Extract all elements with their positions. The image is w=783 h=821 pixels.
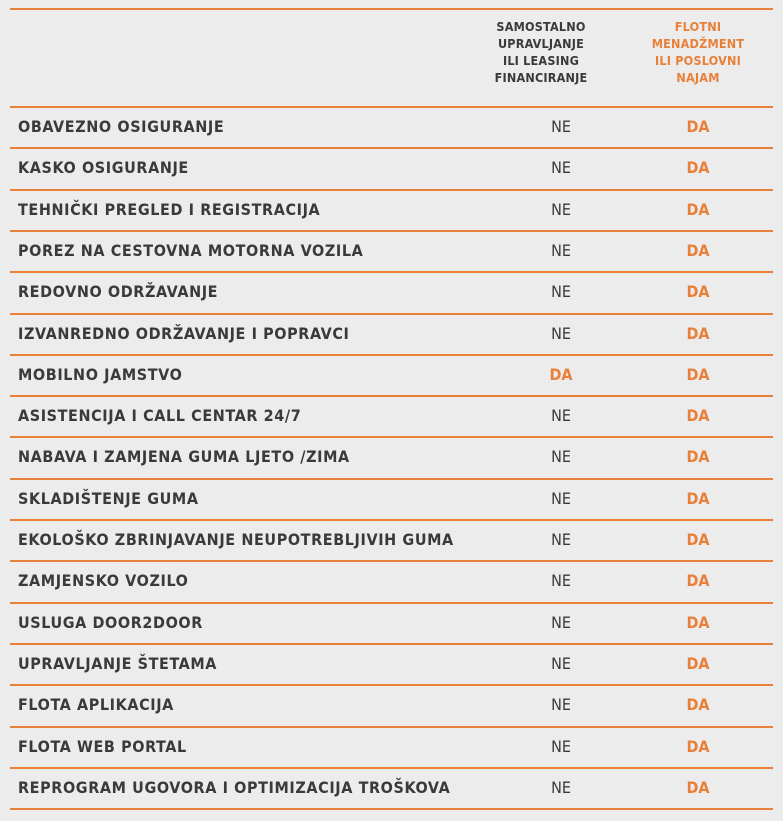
top-divider	[10, 8, 773, 10]
row-value-self-managed: NE	[551, 695, 571, 714]
row-label: EKOLOŠKO ZBRINJAVANJE NEUPOTREBLJIVIH GUMA	[18, 530, 454, 549]
header-col-self-managed: SAMOSTALNO UPRAVLJANJE ILI LEASING FINANCIRANJE	[494, 19, 588, 85]
row-label: REDOVNO ODRŽAVANJE	[18, 282, 219, 301]
row-value-self-managed: NE	[551, 406, 571, 425]
bottom-divider	[10, 808, 773, 810]
table-row	[10, 191, 773, 232]
row-value-self-managed: NE	[551, 117, 571, 136]
row-value-fleet-management: DA	[686, 489, 710, 508]
row-label: POREZ NA CESTOVNA MOTORNA VOZILA	[18, 241, 364, 260]
table-row	[10, 232, 773, 273]
row-value-self-managed: NE	[551, 530, 571, 549]
row-value-fleet-management: DA	[686, 613, 710, 632]
row-label: KASKO OSIGURANJE	[18, 158, 189, 177]
row-label: OBAVEZNO OSIGURANJE	[18, 117, 225, 136]
row-value-self-managed: NE	[551, 158, 571, 177]
table-row	[10, 686, 773, 727]
table-row	[10, 480, 773, 521]
row-label: NABAVA I ZAMJENA GUMA LJETO /ZIMA	[18, 447, 350, 466]
header-col-fleet-management: FLOTNI MENADŽMENT ILI POSLOVNI NAJAM	[651, 19, 745, 85]
row-value-self-managed: NE	[551, 489, 571, 508]
row-label: ZAMJENSKO VOZILO	[18, 571, 189, 590]
row-label: REPROGRAM UGOVORA I OPTIMIZACIJA TROŠKOVA	[18, 778, 451, 797]
row-value-self-managed: NE	[551, 613, 571, 632]
row-value-fleet-management: DA	[686, 200, 710, 219]
row-value-fleet-management: DA	[686, 778, 710, 797]
row-value-fleet-management: DA	[686, 365, 710, 384]
row-value-self-managed: NE	[551, 324, 571, 343]
row-value-fleet-management: DA	[686, 571, 710, 590]
table-row	[10, 356, 773, 397]
table-row	[10, 645, 773, 686]
table-row	[10, 108, 773, 149]
row-label: ASISTENCIJA I CALL CENTAR 24/7	[18, 406, 302, 425]
row-label: SKLADIŠTENJE GUMA	[18, 489, 199, 508]
row-value-self-managed: NE	[551, 737, 571, 756]
row-value-self-managed: NE	[551, 571, 571, 590]
row-label: TEHNIČKI PREGLED I REGISTRACIJA	[18, 200, 321, 219]
row-value-self-managed: NE	[551, 282, 571, 301]
row-value-self-managed: NE	[551, 778, 571, 797]
table-row	[10, 521, 773, 562]
row-value-self-managed: NE	[551, 447, 571, 466]
row-value-fleet-management: DA	[686, 117, 710, 136]
row-label: UPRAVLJANJE ŠTETAMA	[18, 654, 218, 673]
row-label: FLOTA APLIKACIJA	[18, 695, 174, 714]
table-row	[10, 728, 773, 769]
row-value-self-managed: DA	[549, 365, 573, 384]
row-value-fleet-management: DA	[686, 654, 710, 673]
table-row	[10, 315, 773, 356]
row-label: FLOTA WEB PORTAL	[18, 737, 187, 756]
row-value-fleet-management: DA	[686, 241, 710, 260]
row-value-fleet-management: DA	[686, 324, 710, 343]
row-value-fleet-management: DA	[686, 158, 710, 177]
table-row	[10, 149, 773, 190]
table-row	[10, 769, 773, 810]
table-row	[10, 438, 773, 479]
row-value-self-managed: NE	[551, 654, 571, 673]
table-row	[10, 604, 773, 645]
table-row	[10, 562, 773, 603]
row-value-fleet-management: DA	[686, 447, 710, 466]
row-label: MOBILNO JAMSTVO	[18, 365, 183, 384]
row-label: USLUGA DOOR2DOOR	[18, 613, 203, 632]
row-value-fleet-management: DA	[686, 406, 710, 425]
row-label: IZVANREDNO ODRŽAVANJE I POPRAVCI	[18, 324, 350, 343]
row-value-self-managed: NE	[551, 241, 571, 260]
row-value-fleet-management: DA	[686, 530, 710, 549]
row-value-fleet-management: DA	[686, 737, 710, 756]
table-row	[10, 397, 773, 438]
table-header	[10, 12, 773, 106]
row-value-fleet-management: DA	[686, 282, 710, 301]
row-value-fleet-management: DA	[686, 695, 710, 714]
row-value-self-managed: NE	[551, 200, 571, 219]
table-row	[10, 273, 773, 314]
